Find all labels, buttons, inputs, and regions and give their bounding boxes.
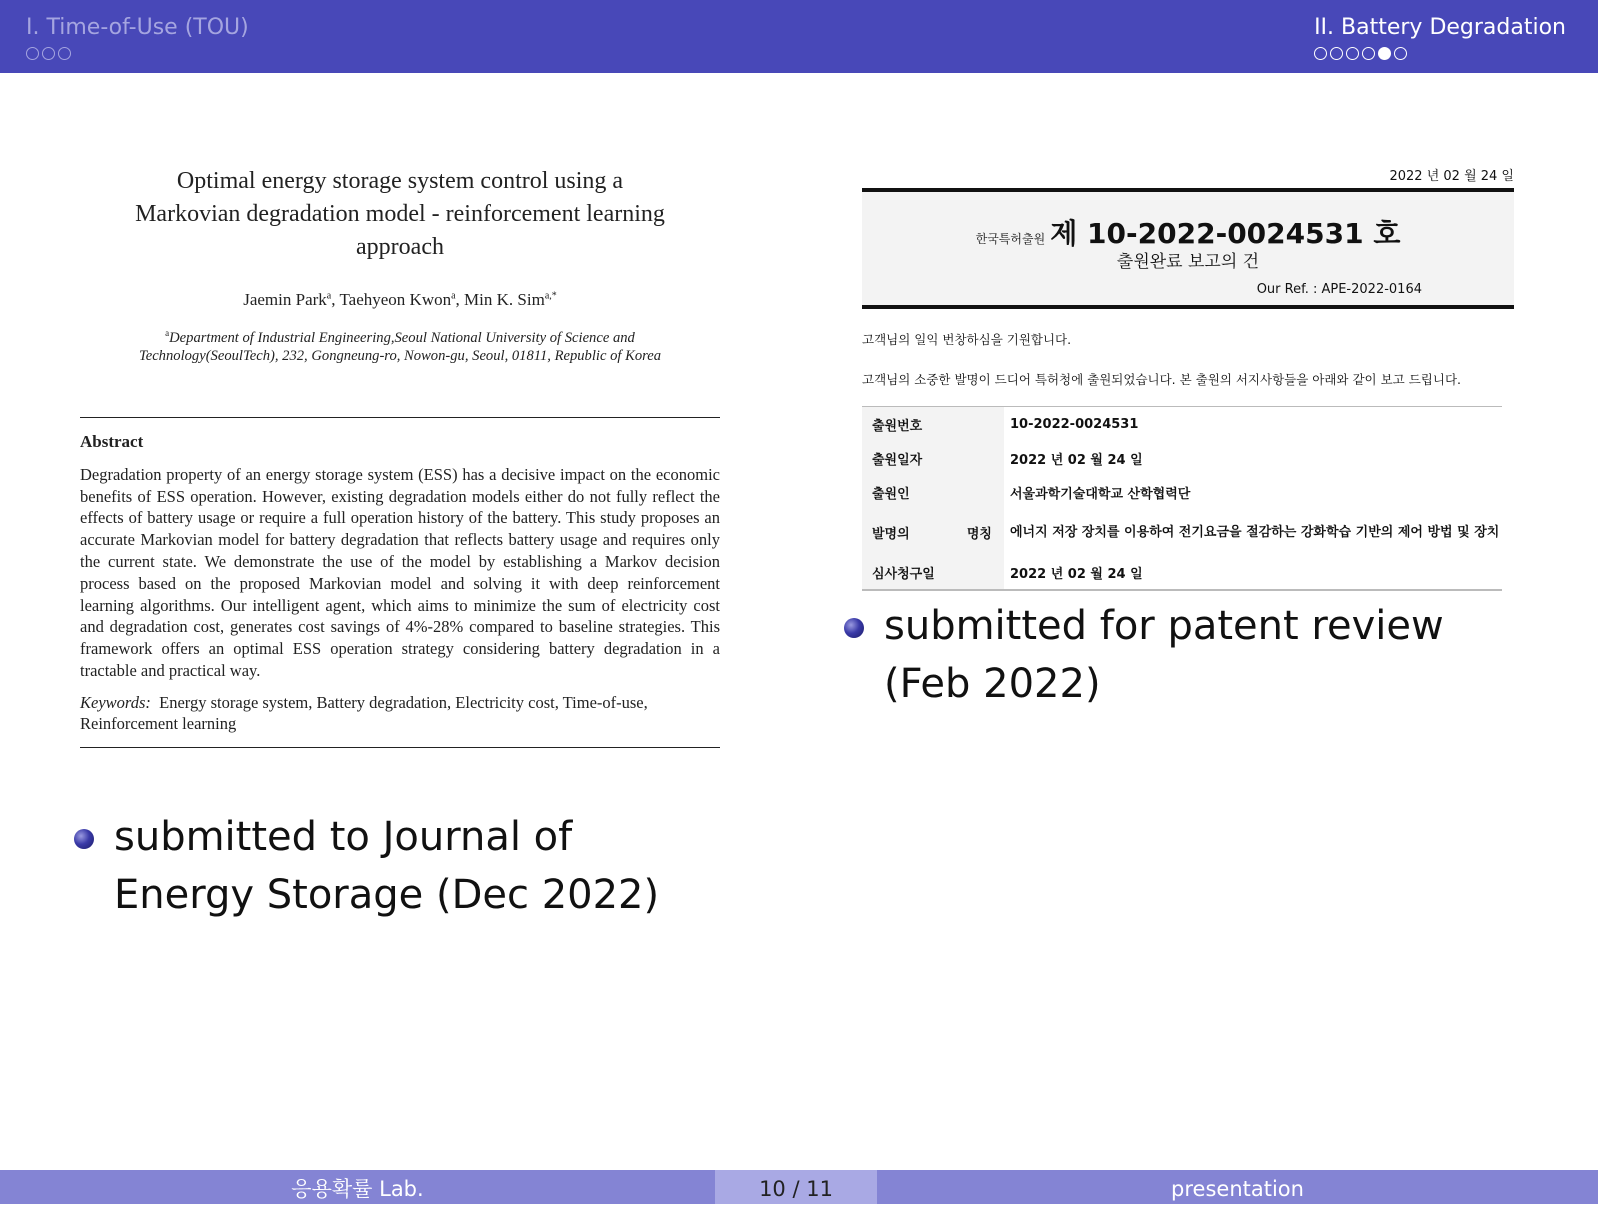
patent-prefix: 한국특허출원: [975, 232, 1046, 246]
affiliation-line: Department of Industrial Engineering,Seoul National University of Science and: [169, 329, 635, 346]
paper-authors: Jaemin Park$^a$, Taehyeon Kwon$^a$, Min K. Sim$^{a,*}$: [243, 290, 557, 309]
bullet-journal-submission: [74, 808, 714, 924]
footer-lab-name: 응용확률 Lab.: [0, 1170, 715, 1204]
nav-section-tou[interactable]: [26, 14, 249, 60]
affiliation-sup: a: [165, 328, 170, 338]
row-label: 출원일자: [862, 441, 1004, 475]
row-label: 발명의 명칭: [862, 509, 1004, 555]
nav-slide-dot-current[interactable]: [1378, 47, 1391, 60]
nav-section-title[interactable]: II. Battery Degradation: [1314, 15, 1566, 40]
nav-slide-dot[interactable]: [26, 47, 39, 60]
author-sup: a: [326, 290, 332, 302]
paper-affiliation: [80, 324, 720, 365]
bullet-text: submitted to Journal of Energy Storage (Dec 2022): [114, 814, 660, 918]
table-row: [862, 555, 1502, 590]
author-name: Jaemin Park: [243, 290, 327, 309]
nav-slide-dot[interactable]: [1362, 47, 1375, 60]
author-sup: a: [451, 290, 456, 302]
top-nav-bar: [0, 0, 1598, 73]
patent-our-ref: Our Ref. : APE-2022-0164: [1256, 282, 1422, 297]
table-row: [862, 407, 1502, 442]
patent-header-box: [862, 188, 1514, 309]
paper-title-line: approach: [356, 234, 444, 260]
row-label: 출원인: [862, 475, 1004, 509]
keywords-text: Energy storage system, Battery degradation, Electricity cost, Time-of-use, Reinforcement learning: [80, 692, 648, 733]
patent-greeting: 고객님의 일익 번창하심을 기원합니다.: [862, 332, 1072, 347]
nav-section-title[interactable]: I. Time-of-Use (TOU): [26, 15, 249, 40]
bullet-patent-submission: [844, 597, 1494, 713]
author-sup: a,*: [544, 290, 557, 302]
footer-presentation-title: presentation: [877, 1170, 1598, 1204]
footer-bar: [0, 1170, 1598, 1204]
bullet-ball-icon: [74, 829, 94, 849]
paper-title: [88, 165, 712, 264]
footer-page-number: 10 / 11: [715, 1170, 877, 1204]
author-name: Taehyeon Kwon: [339, 290, 452, 309]
affiliation-line: Technology(SeoulTech), 232, Gongneung-ro, Nowon-gu, Seoul, 01811, Republic of Korea: [138, 347, 662, 364]
nav-slide-dot[interactable]: [58, 47, 71, 60]
patent-number: 제 10-2022-0024531 호: [1050, 217, 1401, 250]
bullet-ball-icon: [844, 618, 864, 638]
row-value: 2022 년 02 월 24 일: [1010, 452, 1143, 468]
nav-section-battery-degradation[interactable]: [1314, 14, 1566, 60]
paper-title-line: Optimal energy storage system control using a: [176, 168, 624, 194]
row-value: 2022 년 02 월 24 일: [1010, 566, 1143, 582]
table-row: [862, 509, 1502, 555]
row-label: 심사청구일: [862, 555, 1004, 590]
nav-slide-dot[interactable]: [1330, 47, 1343, 60]
row-label: 출원번호: [862, 407, 1004, 442]
paper-excerpt: [80, 165, 720, 748]
row-value: 10-2022-0024531: [1010, 416, 1139, 432]
table-row: [862, 475, 1502, 509]
patent-subtitle: 출원완료 보고의 건: [1116, 252, 1260, 272]
keywords-label: Keywords:: [80, 692, 151, 712]
abstract-rule-bottom: [80, 747, 720, 748]
abstract-rule-top: [80, 417, 720, 418]
nav-slide-dot[interactable]: [1314, 47, 1327, 60]
nav-slide-dots: [1314, 47, 1566, 60]
nav-slide-dot[interactable]: [1394, 47, 1407, 60]
patent-details-table: [862, 406, 1502, 591]
abstract-text: Degradation property of an energy storage system (ESS) has a decisive impact on the economic benefits of ESS operation. However, existing degradation models either do not fully reflect the effects of battery usage or require a full operation history of the battery. This study proposes an accurate Markovian model for battery degradation that reflects battery usage and requires only the current state. We demonstrate the use of the model by establishing a Markov decision process based on the proposed Markovian model and solving it with deep reinforcement learning algorithms. Our intelligent agent, which aims to minimize the sum of electricity cost and degradation cost, generates cost savings of 4%-28% compared to baseline strategies. This framework offers an optimal ESS operation strategy considering battery degradation in a tractable and practical way.: [80, 464, 720, 681]
keywords: [80, 692, 720, 734]
nav-slide-dot[interactable]: [42, 47, 55, 60]
row-value: 에너지 저장 장치를 이용하여 전기요금을 절감하는 강화학습 기반의 제어 방법 및 장치: [1010, 524, 1500, 540]
abstract-heading: Abstract: [80, 431, 144, 451]
row-value: 서울과학기술대학교 산학협력단: [1010, 486, 1191, 502]
patent-number-line: [862, 212, 1514, 252]
bullet-text: submitted for patent review (Feb 2022): [884, 603, 1444, 707]
patent-date: 2022 년 02 월 24 일: [1389, 169, 1514, 184]
paper-title-line: Markovian degradation model - reinforcement learning: [135, 201, 665, 227]
nav-slide-dot[interactable]: [1346, 47, 1359, 60]
patent-intro: 고객님의 소중한 발명이 드디어 특허청에 출원되었습니다. 본 출원의 서지사항들을 아래와 같이 보고 드립니다.: [862, 372, 1462, 387]
nav-slide-dots: [26, 47, 249, 60]
patent-report: [862, 165, 1514, 591]
author-name: Min K. Sim: [464, 290, 545, 309]
table-row: [862, 441, 1502, 475]
